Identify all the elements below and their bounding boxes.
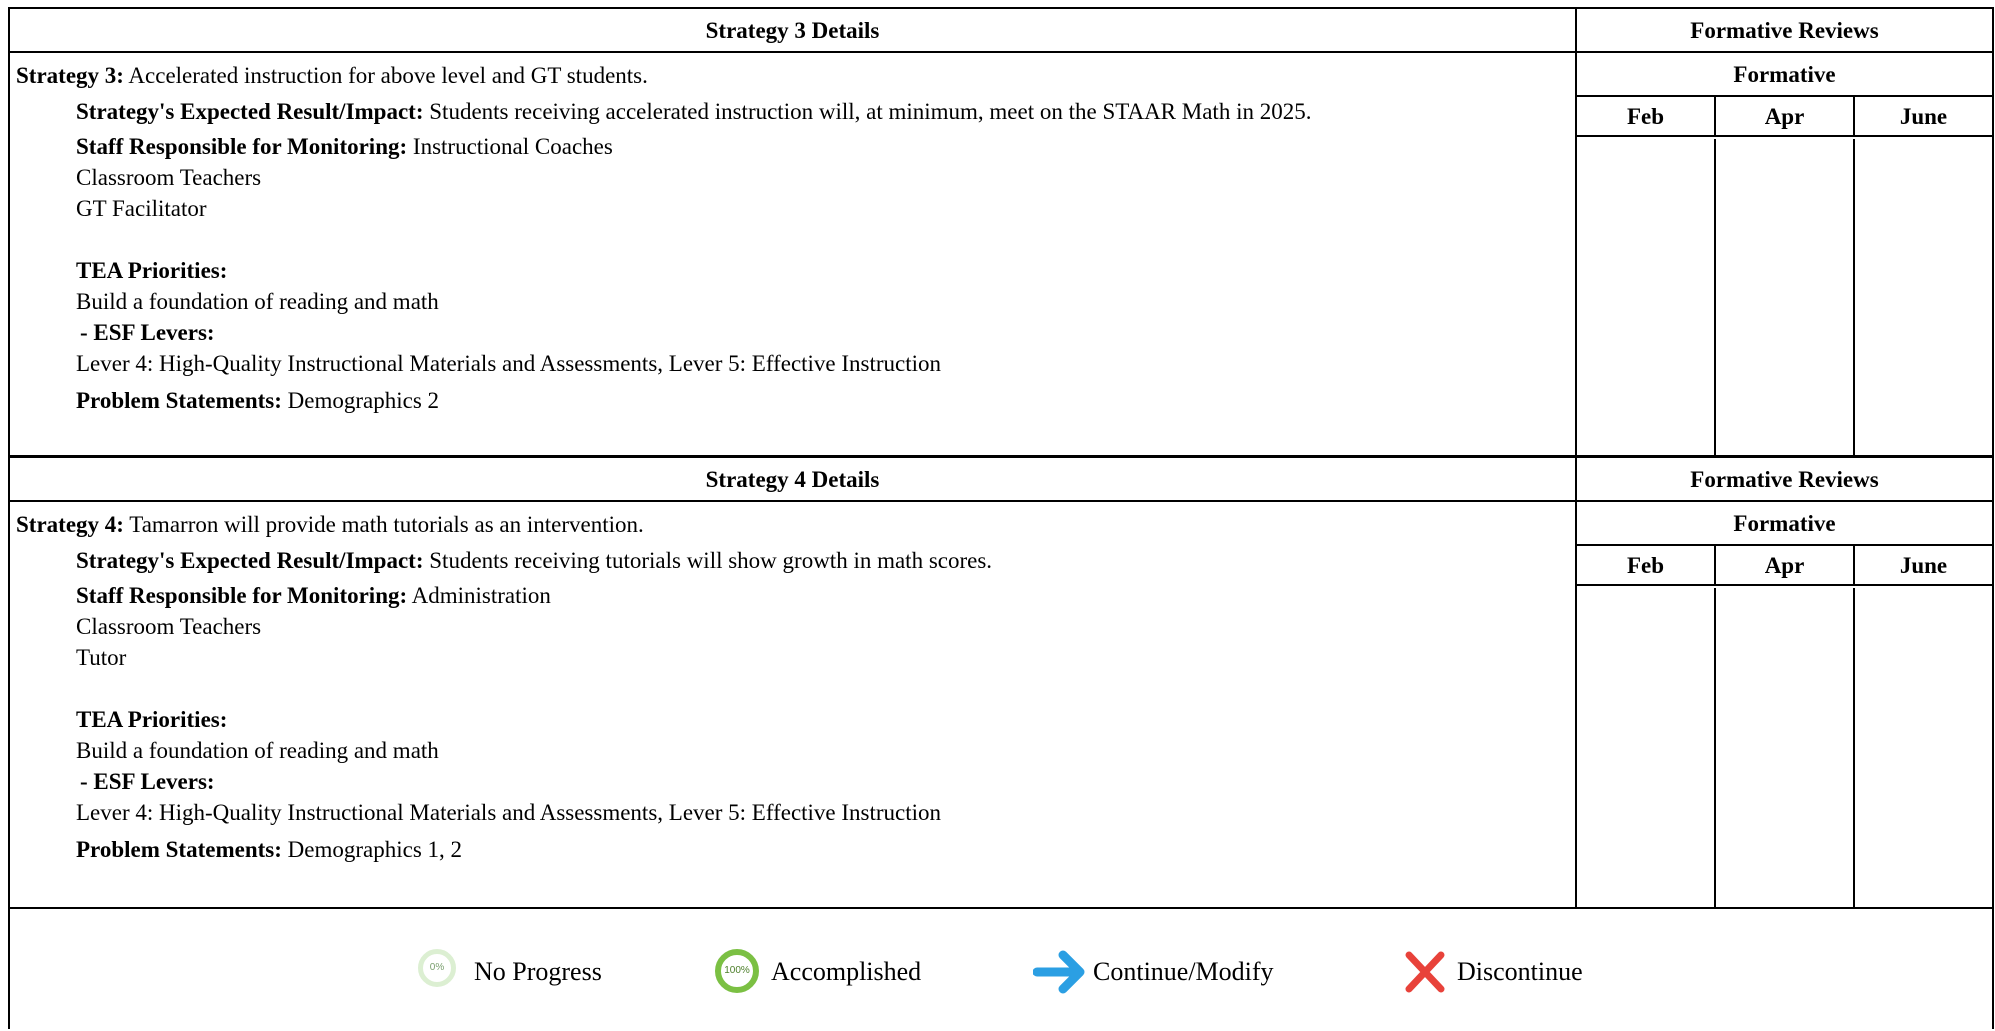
strategy-3-header: Strategy 3 Details bbox=[10, 9, 1575, 53]
problem-statements-line bbox=[76, 837, 462, 863]
strategy-page bbox=[8, 7, 1994, 1029]
month-apr: Apr bbox=[1716, 546, 1855, 584]
strategy-text: Tamarron will provide math tutorials as an intervention. bbox=[129, 512, 644, 537]
esf-levers-label: - ESF Levers: bbox=[80, 769, 215, 794]
tea-priorities-text: Build a foundation of reading and math bbox=[76, 738, 439, 763]
legend-no-progress bbox=[414, 947, 614, 997]
esf-levers-label: - ESF Levers: bbox=[80, 320, 215, 345]
month-june: June bbox=[1899, 553, 1948, 578]
expected-result-line bbox=[76, 548, 992, 574]
tea-priorities-text: Build a foundation of reading and math bbox=[76, 289, 439, 314]
staff-line bbox=[76, 583, 551, 609]
legend-discontinue-label: Discontinue bbox=[1457, 957, 1583, 986]
formative-reviews-header: Formative Reviews bbox=[1577, 9, 1992, 53]
month-apr: Apr bbox=[1716, 97, 1855, 135]
review-cell-apr[interactable] bbox=[1716, 588, 1855, 907]
result-text: Students receiving tutorials will show growth in math scores. bbox=[429, 548, 993, 573]
strategy-label: Strategy 4: bbox=[16, 512, 124, 537]
legend-accomplished-label: Accomplished bbox=[771, 957, 922, 986]
problem-text: Demographics 2 bbox=[287, 388, 440, 413]
legend bbox=[10, 909, 1992, 1031]
problem-label: Problem Statements: bbox=[76, 837, 282, 862]
staff-item: Administration bbox=[411, 583, 551, 608]
staff-item: Classroom Teachers bbox=[76, 614, 262, 639]
problem-text: Demographics 1, 2 bbox=[287, 837, 463, 862]
result-label: Strategy's Expected Result/Impact: bbox=[76, 99, 424, 124]
strategy-4-block bbox=[10, 458, 1992, 907]
review-months bbox=[1577, 97, 1992, 137]
legend-no-progress-label: No Progress bbox=[474, 957, 602, 986]
esf-levers-text: Lever 4: High-Quality Instructional Materials and Assessments, Lever 5: Effective Instruction bbox=[76, 351, 942, 376]
month-feb: Feb bbox=[1577, 546, 1716, 584]
strategy-3-details bbox=[10, 9, 1575, 455]
staff-item: GT Facilitator bbox=[76, 196, 207, 221]
tea-priorities-label: TEA Priorities: bbox=[76, 707, 228, 732]
expected-result-line bbox=[76, 99, 1311, 125]
month-june: June bbox=[1899, 104, 1948, 129]
strategy-text: Accelerated instruction for above level and GT students. bbox=[128, 63, 648, 88]
result-text: Students receiving accelerated instruction will, at minimum, meet on the STAAR Math in 2025. bbox=[429, 99, 1312, 124]
strategy-3-block bbox=[10, 9, 1992, 455]
strategy-3-reviews bbox=[1575, 9, 1992, 455]
staff-label: Staff Responsible for Monitoring: bbox=[76, 134, 408, 159]
strategy-4-details bbox=[10, 458, 1575, 907]
progress-ring-full-icon: 100% bbox=[715, 949, 759, 993]
month-feb: Feb bbox=[1577, 97, 1716, 135]
staff-label: Staff Responsible for Monitoring: bbox=[76, 583, 408, 608]
legend-continue-label: Continue/Modify bbox=[1093, 957, 1274, 986]
review-cells bbox=[1577, 139, 1992, 455]
review-months bbox=[1577, 546, 1992, 586]
problem-label: Problem Statements: bbox=[76, 388, 282, 413]
review-cell-feb[interactable] bbox=[1577, 139, 1716, 455]
legend-accomplished bbox=[711, 947, 941, 997]
review-cell-apr[interactable] bbox=[1716, 139, 1855, 455]
strategy-4-reviews bbox=[1575, 458, 1992, 907]
strategy-label: Strategy 3: bbox=[16, 63, 124, 88]
review-cell-june[interactable] bbox=[1855, 588, 1992, 907]
progress-ring-empty-icon: 0% bbox=[418, 949, 456, 987]
right-arrow-icon bbox=[1033, 947, 1089, 997]
strategy-3-line bbox=[16, 63, 648, 89]
legend-continue bbox=[1033, 947, 1293, 997]
staff-item: Tutor bbox=[76, 645, 127, 670]
review-cell-june[interactable] bbox=[1855, 139, 1992, 455]
result-label: Strategy's Expected Result/Impact: bbox=[76, 548, 424, 573]
strategy-4-header: Strategy 4 Details bbox=[10, 458, 1575, 502]
review-cells bbox=[1577, 588, 1992, 907]
strategy-4-line bbox=[16, 512, 644, 538]
review-cell-feb[interactable] bbox=[1577, 588, 1716, 907]
staff-item: Classroom Teachers bbox=[76, 165, 262, 190]
problem-statements-line bbox=[76, 388, 439, 414]
esf-levers-text: Lever 4: High-Quality Instructional Materials and Assessments, Lever 5: Effective Instruction bbox=[76, 800, 942, 825]
legend-discontinue bbox=[1397, 947, 1617, 997]
staff-item: Instructional Coaches bbox=[412, 134, 613, 159]
formative-reviews-header: Formative Reviews bbox=[1577, 458, 1992, 502]
red-x-icon bbox=[1401, 947, 1451, 997]
formative-subheader: Formative bbox=[1577, 502, 1992, 546]
staff-line bbox=[76, 134, 613, 160]
formative-subheader: Formative bbox=[1577, 53, 1992, 97]
tea-priorities-label: TEA Priorities: bbox=[76, 258, 228, 283]
